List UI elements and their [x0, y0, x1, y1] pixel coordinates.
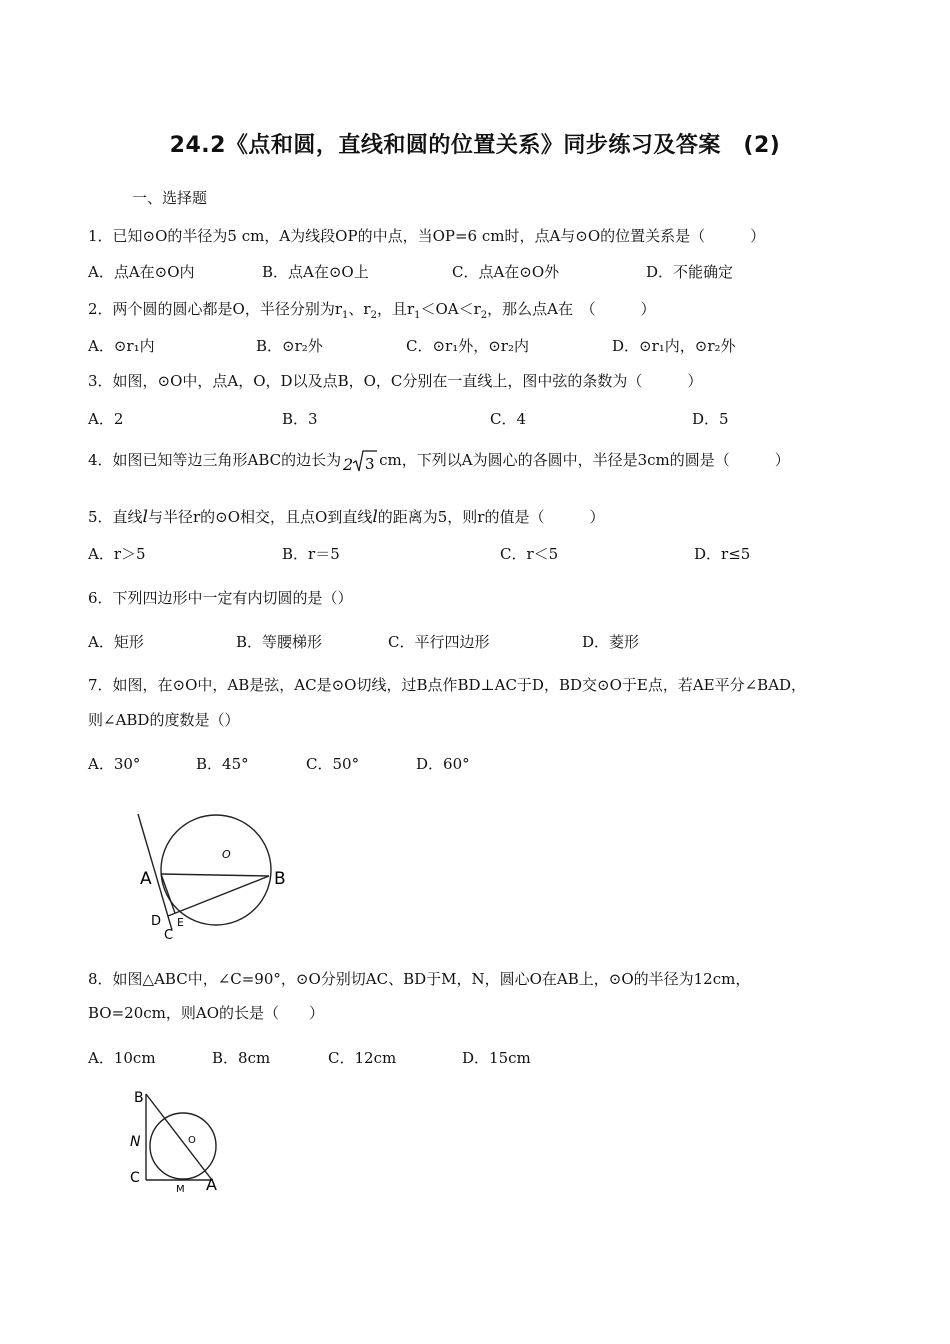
option-b: B．等腰梯形 [236, 633, 323, 651]
label-m: M [176, 1184, 185, 1195]
label-o: O [188, 1135, 196, 1146]
option-b: B．r＝5 [282, 545, 340, 563]
question-3-options [88, 409, 888, 429]
option-c: C．50° [306, 755, 360, 773]
line-l-symbol: l [142, 507, 148, 527]
chord-ab [161, 874, 269, 876]
radical-radicand: 3 [365, 455, 375, 473]
circle-o [161, 815, 271, 925]
option-b: B．45° [196, 755, 249, 773]
question-8-options [88, 1048, 888, 1068]
q2-sub-2b: 2 [480, 310, 488, 321]
q4-text-pre: 4．如图已知等边三角形ABC的边长为 [88, 451, 342, 469]
q2-sub-1: 1 [342, 310, 349, 321]
question-1: 1．已知⊙O的半径为5 cm，A为线段OP的中点，当OP=6 cm时，点A与⊙O的位置关系是（ ） [88, 227, 766, 245]
question-3: 3．如图，⊙O中，点A，O，D以及点B，O，C分别在一直线上，图中弦的条数为（ ） [88, 372, 703, 390]
option-a: A．⊙r₁内 [88, 337, 155, 355]
option-b: B．3 [282, 410, 318, 428]
question-7-line-2: 则∠ABD的度数是（） [88, 711, 240, 729]
option-c: C．⊙r₁外，⊙r₂内 [406, 337, 529, 355]
option-a: A．点A在⊙O内 [88, 263, 195, 281]
question-2-options [88, 336, 888, 356]
q2-text-post: ，那么点A在 （ ） [487, 300, 656, 318]
line-l-symbol: l [372, 507, 378, 527]
question-8-figure [124, 1086, 234, 1196]
question-4 [88, 448, 790, 474]
option-c: C．点A在⊙O外 [452, 263, 560, 281]
option-d: D．5 [692, 410, 729, 428]
radical-two-root-three [343, 448, 377, 474]
option-a: A．30° [88, 755, 141, 773]
q2-text-mid3: ＜OA＜r [420, 300, 481, 318]
question-6: 6．下列四边形中一定有内切圆的是（） [88, 589, 353, 607]
option-d: D．不能确定 [646, 263, 734, 281]
q2-text-pre: 2．两个圆的圆心都是O，半径分别为r [88, 300, 343, 318]
option-d: D．r≤5 [694, 545, 751, 563]
option-a: A．2 [88, 410, 124, 428]
option-d: D．60° [416, 755, 470, 773]
question-2 [88, 299, 656, 326]
question-8-line-1: 8．如图△ABC中，∠C=90°，⊙O分别切AC、BD于M，N，圆心O在AB上，⊙O的半径为12cm， [88, 970, 751, 988]
page-title: 24.2《点和圆，直线和圆的位置关系》同步练习及答案 (2) [169, 133, 781, 158]
option-a: A．矩形 [88, 633, 144, 651]
option-b: B．⊙r₂外 [256, 337, 323, 355]
segment-ae [161, 874, 175, 913]
option-c: C．r＜5 [500, 545, 559, 563]
option-d: D．菱形 [582, 633, 640, 651]
q5-text-post: 的距离为5，则r的值是（ ） [377, 508, 605, 526]
q2-sub-1b: 1 [414, 310, 421, 321]
option-c: C．4 [490, 410, 527, 428]
question-5-options [88, 544, 888, 564]
label-n: N [130, 1134, 141, 1150]
circle-o [150, 1113, 216, 1179]
question-6-options [88, 632, 888, 652]
label-e: E [177, 916, 184, 929]
question-7-options [88, 754, 888, 774]
q2-text-mid1: 、r [348, 300, 371, 318]
option-b: B．8cm [212, 1049, 271, 1067]
question-7-figure [128, 806, 298, 942]
option-a: A．r＞5 [88, 545, 146, 563]
section-heading: 一、选择题 [132, 189, 208, 207]
q5-text-pre: 5．直线 [88, 508, 143, 526]
label-d: D [151, 914, 162, 929]
option-d: D．15cm [462, 1049, 531, 1067]
question-1-options [88, 262, 888, 282]
option-b: B．点A在⊙O上 [262, 263, 369, 281]
option-a: A．10cm [88, 1049, 156, 1067]
question-5 [88, 507, 604, 527]
q2-text-mid2: ，且r [376, 300, 415, 318]
label-b: B [134, 1090, 144, 1106]
radical-coefficient: 2 [343, 455, 354, 474]
label-c: C [130, 1170, 140, 1186]
side-ab [146, 1094, 212, 1180]
option-d: D．⊙r₁内，⊙r₂外 [612, 337, 736, 355]
label-a: A [140, 869, 152, 889]
label-c: C [164, 928, 174, 942]
question-8-line-2: BO=20cm，则AO的长是（ ） [88, 1004, 325, 1022]
label-o: O [222, 848, 231, 861]
label-a: A [206, 1175, 217, 1194]
question-7-line-1: 7．如图，在⊙O中，AB是弦，AC是⊙O切线，过B点作BD⊥AC于D，BD交⊙O于E点，若AE平分∠BAD， [88, 676, 807, 694]
option-c: C．平行四边形 [388, 633, 490, 651]
q2-sub-2: 2 [370, 310, 377, 321]
label-b: B [274, 869, 286, 889]
q5-text-mid: 与半径r的⊙O相交，且点O到直线 [147, 508, 373, 526]
option-c: C．12cm [328, 1049, 397, 1067]
q4-text-post: cm，下列以A为圆心的各圆中，半径是3cm的圆是（ ） [379, 451, 790, 469]
